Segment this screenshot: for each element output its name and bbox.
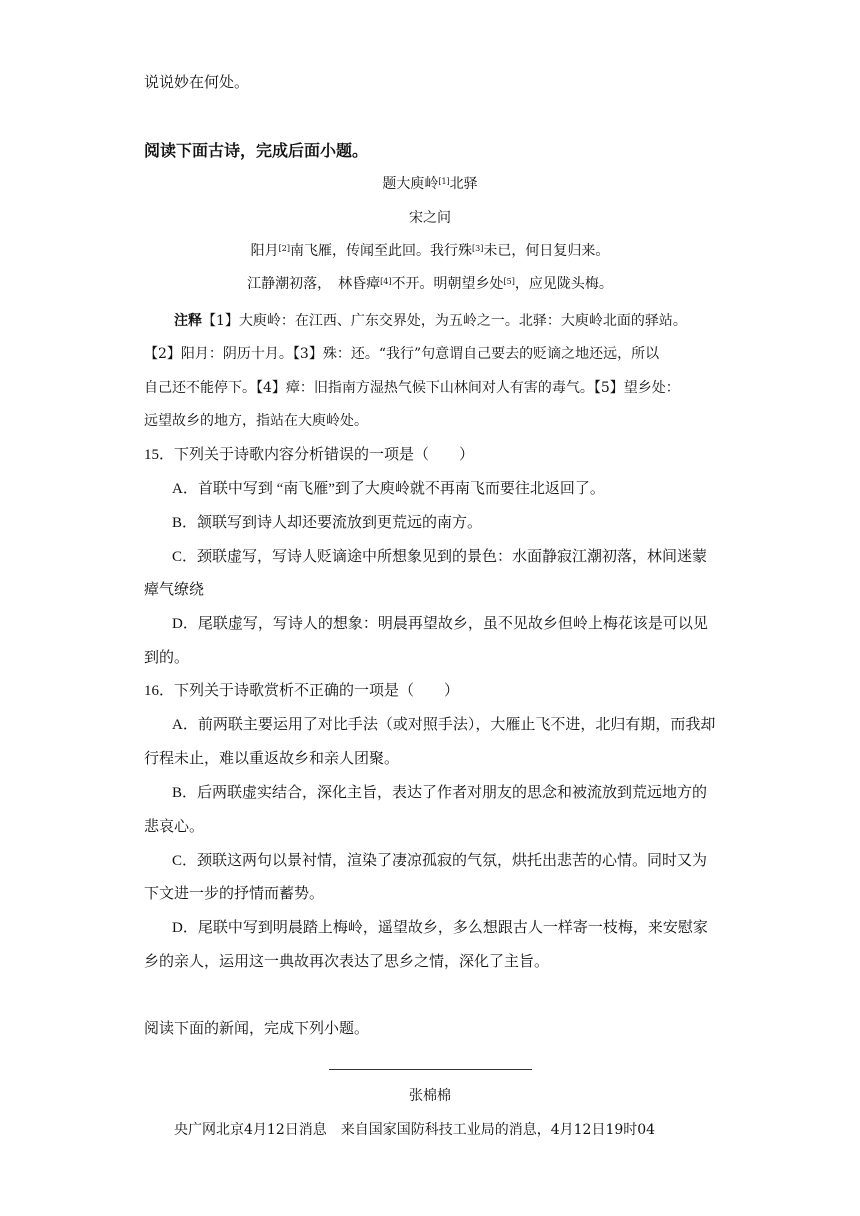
- footnote-mark: [5]: [503, 277, 515, 286]
- question-16-option-b-cont: 悲哀心。: [144, 819, 205, 835]
- question-15-option-d-cont: 到的。: [144, 650, 190, 666]
- footnote-mark: [4]: [380, 277, 392, 286]
- news-author: 张棉棉: [409, 1088, 451, 1104]
- question-16-option-b: B．后两联虚实结合，深化主旨，表达了作者对朋友的思念和被流放到荒远地方的: [172, 785, 708, 801]
- poem-line-1-part2: 南飞雁，传闻至此回。我行殊: [290, 243, 472, 259]
- footnote-mark: [3]: [472, 244, 484, 253]
- notes-line-2: 【2】阳月：阴历十月。【3】殊：还。“我行”句意谓自己要去的贬谪之地还远，所以: [144, 346, 660, 362]
- poem-line-2-part3: ，应见陇头梅。: [514, 276, 613, 292]
- question-16-option-c-cont: 下文进一步的抒情而蓄势。: [144, 886, 325, 902]
- notes-line-1-text: 【1】大庾岭：在江西、广东交界处，为五岭之一。北驿：大庾岭北面的驿站。: [202, 313, 687, 329]
- question-15-option-b: B．颔联写到诗人却还要流放到更荒远的南方。: [172, 515, 483, 531]
- title-blank-line: [329, 1069, 532, 1070]
- section-heading-poem: 阅读下面古诗，完成后面小题。: [144, 143, 369, 160]
- notes-line-4: 远望故乡的地方，指站在大庾岭处。: [144, 413, 368, 429]
- poem-line-2-part1: 江静潮初落， 林昏瘴: [247, 276, 381, 292]
- question-15-option-c: C．颈联虚写，写诗人贬谪途中所想象见到的景色：水面静寂江潮初落，林间迷蒙: [172, 549, 708, 565]
- poem-line-1-part3: 未已，何日复归来。: [483, 243, 610, 259]
- question-15-option-a: A．首联中写到 “南飞雁”到了大庾岭就不再南飞而要往北返回了。: [172, 481, 605, 497]
- question-15-option-c-cont: 瘴气缭绕: [144, 582, 205, 598]
- poem-line-2-part2: 不开。明朝望乡处: [391, 276, 504, 292]
- footnote-mark: [1]: [438, 177, 450, 186]
- poem-title-part2: 北驿: [449, 176, 478, 192]
- question-16-option-a: A．前两联主要运用了对比手法（或对照手法），大雁止飞不进，北归有期，而我却: [172, 717, 716, 733]
- question-16-stem: 16．下列关于诗歌赏析不正确的一项是（ ）: [144, 683, 460, 699]
- question-15-option-d: D．尾联虚写，写诗人的想象：明晨再望故乡，虽不见故乡但岭上梅花该是可以见: [172, 616, 708, 632]
- news-first-line: 央广网北京4月12日消息 来自国家国防科技工业局的消息，4月12日19时04: [174, 1122, 656, 1138]
- poem-title-part1: 题大庾岭: [382, 176, 439, 192]
- question-16-option-a-cont: 行程未止，难以重返故乡和亲人团聚。: [144, 751, 400, 767]
- poem-line-2: [0, 274, 860, 294]
- question-15-stem: 15．下列关于诗歌内容分析错误的一项是（ ）: [144, 447, 475, 463]
- poem-line-1-part1: 阳月: [250, 243, 279, 259]
- notes-line-3: 自己还不能停下。【4】瘴：旧指南方湿热气候下山林间对人有害的毒气。【5】望乡处：: [144, 380, 680, 396]
- question-16-option-d-cont: 乡的亲人，运用这一典故再次表达了思乡之情，深化了主旨。: [144, 954, 550, 970]
- notes-line-1: [174, 311, 687, 331]
- question-16-option-c: C．颈联这两句以景衬情，渲染了凄凉孤寂的气氛，烘托出悲苦的心情。同时又为: [172, 853, 708, 869]
- previous-question-tail: 说说妙在何处。: [144, 75, 250, 91]
- question-16-option-d: D．尾联中写到明晨踏上梅岭，遥望故乡，多么想跟古人一样寄一枝梅，来安慰家: [172, 920, 708, 936]
- footnote-mark: [2]: [278, 244, 290, 253]
- poem-line-1: [0, 241, 860, 261]
- section-heading-news: 阅读下面的新闻，完成下列小题。: [144, 1021, 370, 1037]
- poem-title: [0, 174, 860, 194]
- notes-label: 注释: [174, 313, 202, 329]
- poem-author: 宋之问: [409, 210, 451, 226]
